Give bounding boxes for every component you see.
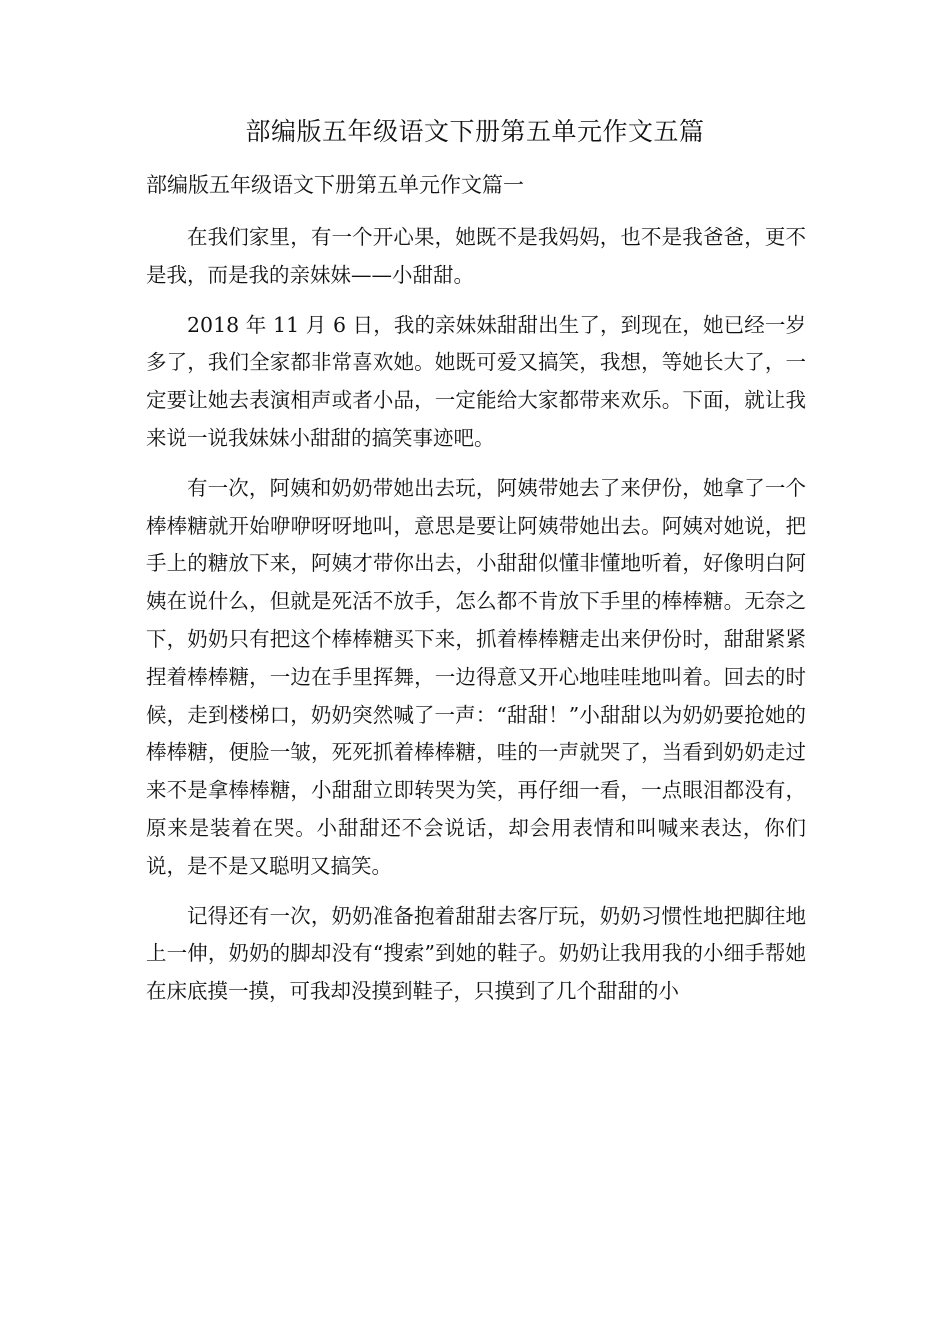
document-title: 部编版五年级语文下册第五单元作文五篇 <box>245 117 705 146</box>
paragraph: 记得还有一次，奶奶准备抱着甜甜去客厅玩，奶奶习惯性地把脚往地上一伸，奶奶的脚却没有“搜索”到她的鞋子。奶奶让我用我的小细手帮她在床底摸一摸，可我却没摸到鞋子，只摸到了几个甜甜的小 <box>146 903 806 1004</box>
section-heading: 部编版五年级语文下册第五单元作文篇一 <box>146 173 524 197</box>
document-body <box>146 219 806 1023</box>
paragraph: 2018 年 11 月 6 日，我的亲妹妹甜甜出生了，到现在，她已经一岁多了，我们全家都非常喜欢她。她既可爱又搞笑，我想，等她长大了，一定要让她去表演相声或者小品，一定能给大家都带来欢乐。下面，就让我来说一说我妹妹小甜甜的搞笑事迹吧。 <box>146 312 806 450</box>
paragraph: 有一次，阿姨和奶奶带她出去玩，阿姨带她去了来伊份，她拿了一个棒棒糖就开始咿咿呀呀地叫，意思是要让阿姨带她出去。阿姨对她说，把手上的糖放下来，阿姨才带你出去，小甜甜似懂非懂地听着，好像明白阿姨在说什么，但就是死活不放手，怎么都不肯放下手里的棒棒糖。无奈之下，奶奶只有把这个棒棒糖买下来，抓着棒棒糖走出来伊份时，甜甜紧紧捏着棒棒糖，一边在手里挥舞，一边得意又开心地哇哇地叫着。回去的时候，走到楼梯口，奶奶突然喊了一声：“甜甜！”小甜甜以为奶奶要抢她的棒棒糖，便脸一皱，死死抓着棒棒糖，哇的一声就哭了，当看到奶奶走过来不是拿棒棒糖，小甜甜立即转哭为笑，再仔细一看，一点眼泪都没有，原来是装着在哭。小甜甜还不会说话，却会用表情和叫喊来表达，你们说，是不是又聪明又搞笑。 <box>146 475 806 878</box>
paragraph: 在我们家里，有一个开心果，她既不是我妈妈，也不是我爸爸，更不是我，而是我的亲妹妹——小甜甜。 <box>146 225 806 287</box>
